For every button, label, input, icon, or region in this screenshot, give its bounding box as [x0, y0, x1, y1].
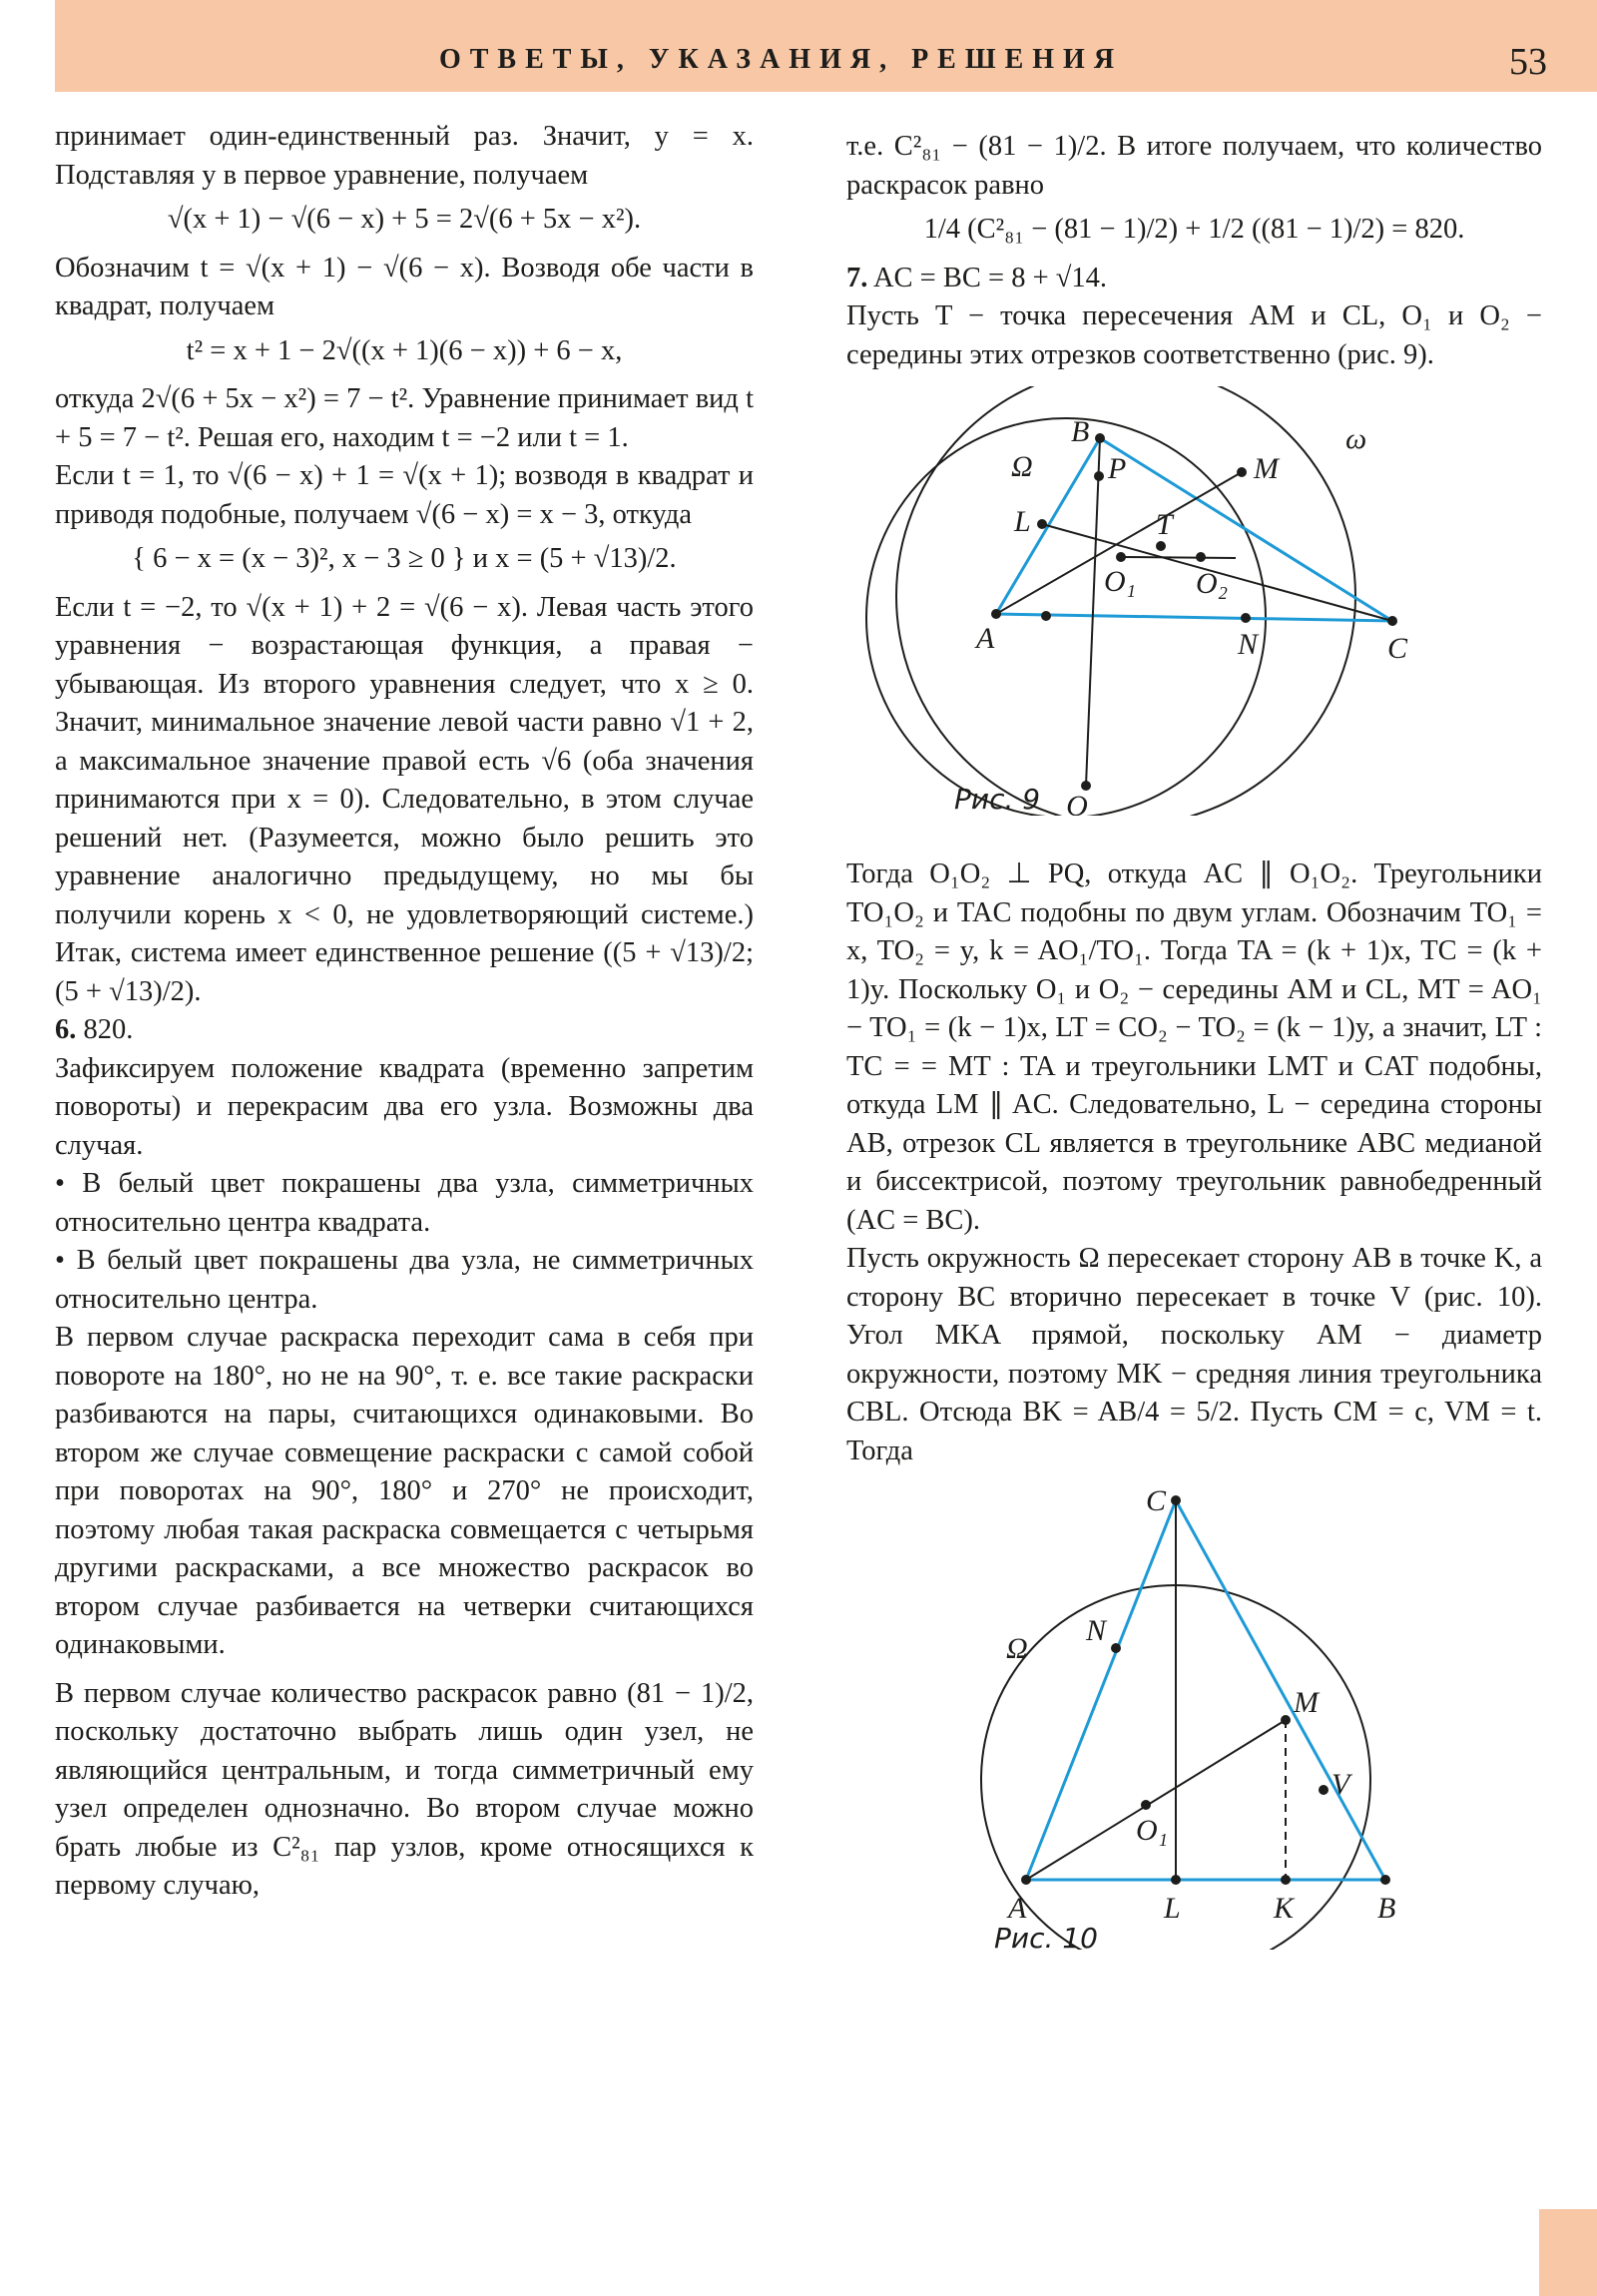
- bullet-item: • В белый цвет покрашены два узла, симметричных относительно центра квадрата.: [55, 1168, 754, 1238]
- paragraph: Пусть T − точка пересечения AM и CL, O₁ и O₂ − середины этих отрезков соответственно (рис. 9).: [846, 300, 1542, 370]
- label-v: V: [1331, 1768, 1350, 1801]
- answer-number: 7.: [846, 262, 868, 293]
- circle-omega-large: [896, 386, 1355, 816]
- triangle-abc: [1026, 1500, 1385, 1880]
- label-o2: O₂: [1196, 567, 1229, 600]
- paragraph: Обозначим t = √(x + 1) − √(6 − x). Возводя обе части в квадрат, получаем: [55, 252, 754, 321]
- label-p: P: [1108, 452, 1127, 485]
- label-omega: Ω: [1006, 1632, 1028, 1665]
- paragraph: Если t = −2, то √(x + 1) + 2 = √(6 − x). Левая часть этого уравнения − возрастающая функция, а правая − убывающая. Из второго уравнения следует, что x ≥ 0. Значит, минимальное значение левой части равно √1 + 2, а максимальное значение правой есть √6 (оба значения принимаются при x = 0). Следовательно, в этом случае решений нет. (Разумеется, можно было решить это уравнение аналогично предыдущему, но мы бы получили корень x < 0, не удовлетворяющий системе.) Итак, система имеет единственное решение ((5 + √13)/2; (5 + √13)/2).: [55, 591, 754, 1007]
- label-t: T: [1156, 508, 1173, 541]
- label-m: M: [1254, 452, 1279, 485]
- label-a: A: [1008, 1892, 1027, 1925]
- label-l: L: [1164, 1892, 1181, 1925]
- label-omega-big: Ω: [1011, 450, 1033, 483]
- paragraph: т.е. C²₈₁ − (81 − 1)/2. В итоге получаем, что количество раскрасок равно: [846, 131, 1542, 201]
- corner-tab: [1539, 2209, 1597, 2296]
- label-c: C: [1146, 1484, 1167, 1517]
- equation: √(x + 1) − √(6 − x) + 5 = 2√(6 + 5x − x²).: [167, 204, 642, 235]
- equation: t² = x + 1 − 2√((x + 1)(6 − x)) + 6 − x,: [186, 334, 623, 366]
- label-n: N: [1238, 628, 1259, 661]
- paragraph: откуда 2√(6 + 5x − x²) = 7 − t². Уравнение принимает вид t + 5 = 7 − t². Решая его, находим t = −2 или t = 1.: [55, 383, 754, 453]
- paragraph: Пусть окружность Ω пересекает сторону AB в точке K, а сторону BC вторично пересекает в точке V (рис. 10). Угол MKA прямой, поскольку AM − диаметр окружности, поэтому MK − средняя линия треугольника CBL. Отсюда BK = AB/4 = 5/2. Пусть CM = c, VM = t. Тогда: [846, 1243, 1542, 1466]
- figure-10-drawing: [846, 1480, 1542, 1950]
- answer-number: 6.: [55, 1014, 77, 1045]
- paragraph: Зафиксируем положение квадрата (временно запретим повороты) и перекрасим два его узла. Возможны два случая.: [55, 1052, 754, 1161]
- label-o1: O₁: [1136, 1814, 1169, 1847]
- right-column: [846, 128, 1542, 1955]
- label-c: C: [1387, 632, 1408, 665]
- figure-9-drawing: [846, 386, 1542, 816]
- page-number: 53: [1509, 41, 1547, 83]
- label-q: Q: [1066, 790, 1088, 816]
- figure-10-caption: Рис. 10: [994, 1922, 1098, 1955]
- left-column: [55, 118, 754, 1906]
- label-b: B: [1071, 415, 1090, 448]
- running-title: ОТВЕТЫ, УКАЗАНИЯ, РЕШЕНИЯ: [438, 44, 1124, 75]
- label-a: A: [976, 622, 995, 655]
- figure-9: [846, 386, 1542, 816]
- paragraph: Если t = 1, то √(6 − x) + 1 = √(x + 1); возводя в квадрат и приводя подобные, получаем √(6 − x) = x − 3, откуда: [55, 460, 754, 530]
- segment-o1o2: [1121, 557, 1236, 558]
- paragraph: Тогда O₁O₂ ⊥ PQ, откуда AC ∥ O₁O₂. Треугольники TO₁O₂ и TAC подобны по двум углам. Обозначим TO₁ = x, TO₂ = y, k = AO₁/TO₁. Тогда TA = (k + 1)x, TC = (k + 1)y. Поскольку O₁ и O₂ − середины AM и CL, MT = AO₁ − TO₁ = (k − 1)x, LT = CO₂ − TO₂ = (k − 1)y, а значит, LT : TC = = MT : TA и треугольники LMT и CAT подобны, откуда LM ∥ AC. Следовательно, L − середина стороны AB, отрезок CL является в треугольнике ABC медианой и биссектрисой, поэтому треугольник равнобедренный (AC = BC).: [846, 859, 1542, 1236]
- page-header: [55, 0, 1597, 92]
- paragraph: В первом случае количество раскрасок равно (81 − 1)/2, поскольку достаточно выбрать лишь один узел, не являющийся центральным, и тогда симметричный ему узел определен однозначно. Во втором случае можно брать любые из C²₈₁ пар узлов, кроме относящихся к первому случаю,: [55, 1677, 754, 1901]
- answer-6: [55, 1011, 754, 1050]
- answer-value: 820.: [83, 1014, 134, 1045]
- label-n: N: [1086, 1614, 1107, 1647]
- figure-10: [846, 1480, 1542, 1955]
- paragraph: В первом случае раскраска переходит сама в себя при повороте на 180°, но не на 90°, т. е. все такие раскраски разбиваются на пары, считающихся одинаковыми. Во втором же случае совмещение раскраски с самой собой при поворотах на 90°, 180° и 270° не происходит, поэтому любая такая раскраска совмещается с четырьмя другими раскрасками, а все множество раскрасок во втором случае разбивается на четверки считающихся одинаковыми.: [55, 1322, 754, 1660]
- segment-am: [1026, 1720, 1286, 1880]
- figure-9-caption: Рис. 9: [954, 783, 1041, 816]
- paragraph: принимает один-единственный раз. Значит, y = x. Подставляя y в первое уравнение, получаем: [55, 121, 754, 191]
- bullet-item: • В белый цвет покрашены два узла, не симметричных относительно центра.: [55, 1245, 754, 1315]
- segment-pq: [1086, 438, 1100, 786]
- label-m: M: [1294, 1686, 1319, 1719]
- equation-system: { 6 − x = (x − 3)², x − 3 ≥ 0 } и x = (5 + √13)/2.: [132, 543, 677, 574]
- label-k: K: [1274, 1892, 1295, 1925]
- label-o1: O₁: [1104, 565, 1137, 598]
- label-b: B: [1377, 1892, 1396, 1925]
- label-omega-small: ω: [1345, 422, 1367, 455]
- answer-7: [846, 260, 1542, 298]
- equation: 1/4 (C²₈₁ − (81 − 1)/2) + 1/2 ((81 − 1)/2) = 820.: [923, 214, 1465, 245]
- label-l: L: [1014, 505, 1031, 538]
- answer-value: AC = BC = 8 + √14.: [872, 262, 1108, 293]
